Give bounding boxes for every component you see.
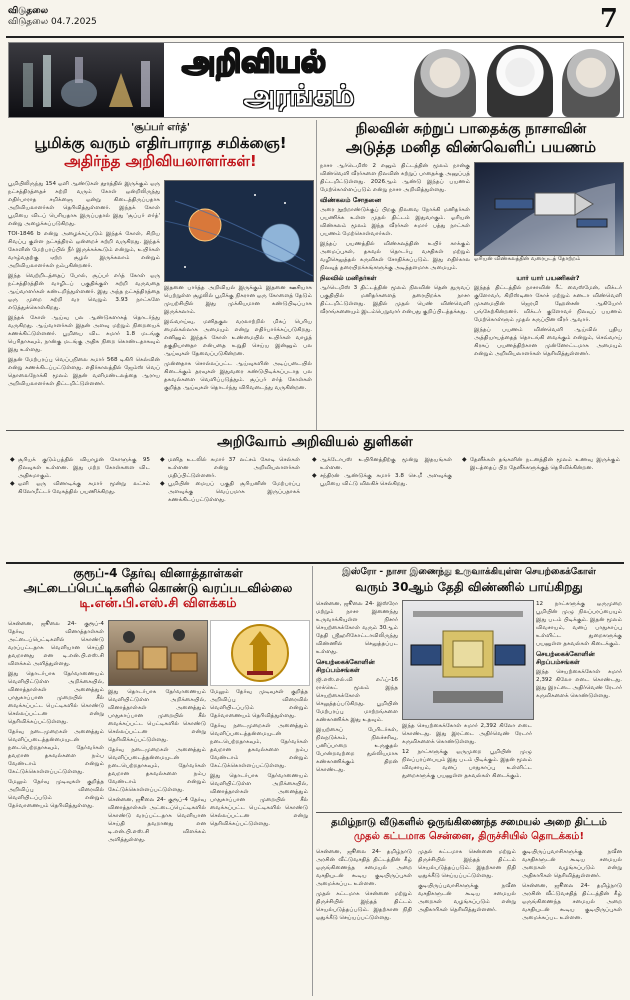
- super-earth-headline-1: பூமிக்கு வரும் எதிர்பாராத சமிக்ஞை!: [34, 134, 287, 152]
- isro-satellite-image: [402, 600, 534, 720]
- super-earth-headline-2: அதிர்ந்த அறிவியலாளர்கள்!: [64, 152, 257, 170]
- banner-title-line1: அறிவியல்: [182, 45, 326, 80]
- nasa-right-subhead: யார் யார் பயணிகள்?: [516, 274, 580, 282]
- science-bits-col-2: [160, 456, 300, 560]
- science-bits-col-3: [312, 456, 452, 560]
- paragraph: சென்னை, ஜூலை 24- குரூப்-4 தேர்வு வினாத்தாள்கள் அட்டைப்பெட்டிகளில் கொண்டு வரப்பட்டதாக வெளியான செய்தி தவறானது என டி.என்.பி.எஸ்.சி விளக்கம் அளித்துள்ளது.: [108, 797, 206, 843]
- housing-headline-2: முதல் கட்டமாக சென்னை, திருச்சியில் தொடக்கம்!: [353, 831, 585, 842]
- tnpsc-headline-2: அட்டைப்பெட்டிகளில் கொண்டு வரப்படவில்லை: [23, 581, 293, 595]
- nasa-image-caption: ஓரியன் விண்கலத்தின் வரைபடத் தோற்றம்: [474, 256, 581, 262]
- tn-govt-emblem: [210, 620, 310, 686]
- nasa-body-right: [474, 272, 622, 426]
- science-bits-title: அறிவோம் அறிவியல் துளிகள்: [217, 434, 413, 450]
- tnpsc-body-middle: [108, 688, 206, 992]
- paragraph: அரை நூற்றாண்டுக்குப் பிறகு நிலவை நோக்கி மனிதர்கள் பயணிக்க உள்ள முதல் திட்டம் இதுவாகும். ஓரியன் விண்கலம் மூலம் இந்த வீரர்கள் சுமார் பத்து நாட்கள் பயணம் மேற்கொள்வார்கள்.: [320, 207, 470, 237]
- housing-headline-1: தமிழ்நாடு வீடுகளில் ஒருங்கிணைந்த சமையல் அறை திட்டம்: [331, 817, 607, 828]
- nasa-subhead: விண்கலம் சோதனை: [320, 196, 382, 204]
- nasa-subhead: நிலவில் மனிதர்கள்: [320, 274, 377, 282]
- paragraph: இது தொடர்பாக தேர்வாணையம் வெளியிட்டுள்ள அறிக்கையில், வினாத்தாள்கள் அனைத்தும் பாதுகாப்பான முறையில் சீல் வைக்கப்பட்ட பெட்டிகளில் கொண்டு செல்லப்பட்டன என்று தெரிவிக்கப்பட்டுள்ளது.: [210, 773, 308, 827]
- portrait-scientist-3: [562, 49, 620, 117]
- paragraph: இயற்கைப் பேரிடர்கள், நிலநடுக்கம், நிலச்சரிவு, பனிப்பாறை உருகுதல் போன்றவற்றை துல்லியமாக கண்காணிக்கும் திறன் கொண்டது.: [316, 727, 398, 773]
- paragraph: 12 நாட்களுக்கு ஒருமுறை பூமியின் முழு நிலப்பரப்பையும் இது படம் பிடிக்கும். இதன் மூலம் விவசாயம், வனப் பாதுகாப்பு உள்ளிட்ட துறைகளுக்கு பயனுள்ள தகவல்கள் கிடைக்கும்.: [402, 749, 532, 779]
- fact-item: ◆ மனித உடலில் சுமார் 37 லட்சம் கோடி செல்கள் உள்ளன என்று அறிவியலாளர்கள் மதிப்பிட்டுள்ளனர்.: [160, 456, 300, 480]
- paragraph: ஆர்டெமிஸ் 3 திட்டத்தின் மூலம் நிலவின் தென் துருவப் பகுதியில் மனிதர்களைத் தரையிறக்க நாசா திட்டமிட்டுள்ளது. இதில் முதல் பெண் விண்வெளி வீராங்கனையும் இடம்பெறுவார் என்பது குறிப்பிடத்தக்கது.: [320, 285, 470, 315]
- section-banner: [8, 42, 624, 118]
- paragraph: இந்தப் பயணத்தில் விண்கலத்தின் உயிர் காக்கும் அமைப்புகள், தகவல் தொடர்பு வசதிகள் மற்றும் வழிசெலுத்தல் கருவிகள் சோதிக்கப்படும். இது எதிர்கால நிலவுத் தரையிறக்கங்களுக்கு அடித்தளமாக அமையும்.: [320, 241, 470, 271]
- banner-title-line2: அரங்கம்: [243, 79, 355, 112]
- article-housing: [316, 816, 622, 844]
- column-divider: [312, 566, 313, 996]
- housing-body-3: [522, 848, 622, 994]
- isro-subhead: செயற்கைக்கோளின் சிறப்பம்சங்கள்: [536, 650, 595, 666]
- paragraph: இதனை பார்த்த அறிவியல் இருக்கும் இதனை ஊசியாக பெற்றுள்ள சூழலில் பூமிக்கு நிகரான ஒரு கோளைத் தேடும் முயற்சியில் இது முக்கியமான கண்டுபிடிப்பாக இருக்கலாம்.: [164, 285, 312, 315]
- column-divider: [316, 120, 317, 430]
- super-earth-body-left: [8, 180, 160, 426]
- nasa-spacecraft-image: [474, 162, 624, 256]
- tnpsc-photo: [108, 620, 208, 686]
- section-rule: [6, 430, 624, 431]
- tnpsc-body-left: [8, 620, 104, 992]
- article-isro: [316, 566, 622, 595]
- housing-body-2: [418, 848, 516, 994]
- paragraph: சென்னை, ஜூலை 24- இஸ்ரோ மற்றும் நாசா இணைந்து உருவாக்கியுள்ள நிசார் செயற்கைக்கோள் வரும் 30ஆம் தேதி ஸ்ரீஹரிகோட்டாவிலிருந்து விண்ணில் செலுத்தப்பட உள்ளது.: [316, 601, 398, 655]
- tnpsc-headline-3: டி.என்.பி.எஸ்.சி விளக்கம்: [79, 596, 237, 611]
- paragraph: இந்த செயற்கைக்கோள் சுமார் 2,392 கிலோ எடை கொண்டது. இது இரட்டை அதிர்வெண் ரேடார் கருவிகளைக் கொண்டுள்ளது.: [402, 723, 532, 745]
- lab-glassware-icon: [9, 43, 164, 117]
- paragraph: இந்தக் கோள் ஆய்வு பல ஆண்டுகளாகத் தொடர்ந்து வருகிறது. ஆய்வாளர்கள் இதன் அளவு மற்றும் நிறையைக் கணக்கிட்டுள்ளனர். பூமியை விட சுமார் 1.8 மடங்கு பெரிதாகவும், நான்கு மடங்கு அதிக நிறை கொண்டதாகவும் இது உள்ளது.: [8, 315, 160, 353]
- super-earth-image: [164, 180, 314, 282]
- paragraph: முதல் கட்டமாக சென்னை மற்றும் திருச்சியில் இந்தத் திட்டம் செயல்படுத்தப்படும். இதற்கான நிதி ஒதுக்கீடு செய்யப்பட்டுள்ளது.: [418, 849, 516, 879]
- isro-headline-1: இஸ்ரோ - நாசா இணைந்து உருவாக்கியுள்ள செயற்கைக்கோள்: [342, 567, 596, 577]
- masthead-date: [8, 6, 97, 28]
- paragraph: மேலும் தேர்வு முடிவுகள் குறித்த அறிவிப்பு விரைவில் வெளியிடப்படும் என்றும் தேர்வாணையம் தெரிவித்துள்ளது.: [8, 779, 104, 809]
- article-super-earth: [8, 122, 313, 170]
- isro-body-left: [316, 600, 398, 808]
- temple-emblem-icon: [211, 621, 309, 685]
- planet-icon: [165, 181, 313, 281]
- tnpsc-headline-1: குரூப்-4 தேர்வு வினாத்தாள்கள்: [73, 566, 243, 580]
- fact-item: ◆ சூரியக் குடும்பத்தில் வியாழன் கோளுக்கு 95 நிலவுகள் உள்ளன. இது மற்ற கோள்களை விட அதிகமாகும்.: [10, 456, 150, 480]
- paragraph: பூமியிலிருந்து 154 ஒளி ஆண்டுகள் தூரத்தில் இருக்கும் ஒரு நட்சத்திரத்தைச் சுற்றி வரும் கோள் ஒன்றிலிருந்து எதிர்பாராத சமிக்ஞை ஒன்று கிடைத்திருப்பதாக அறிவியலாளர்கள் தெரிவித்துள்ளனர். இந்தக் கோள் பூமியை விடப் பெரியதாக இருப்பதால் இது 'சூப்பர் எர்த்' என்று அழைக்கப்படுகிறது.: [8, 181, 160, 227]
- satellite-icon: [403, 601, 533, 719]
- paragraph: சென்னை, ஜூலை 24- தமிழ்நாடு அரசின் வீட்டுவசதித் திட்டத்தின் கீழ் ஒருங்கிணைந்த சமையல் அறை வசதியுடன் கூடிய குடியிருப்புகள் அமைக்கப்பட உள்ளன.: [316, 849, 412, 887]
- paragraph: குடியிருப்புவாசிகளுக்கு நவீன வசதிகளுடன் கூடிய சமையல் அறைகள் வழங்கப்படும் என்று அதிகாரிகள் தெரிவித்துள்ளனர்.: [418, 883, 516, 913]
- paragraph: ஜி.எஸ்.எல்.வி எஃப்-16 ராக்கெட் மூலம் இந்த செயற்கைக்கோள் செலுத்தப்படுகிறது. பூமியின் மேற்பரப்பு மாற்றங்களை கண்காணிக்க இது உதவும்.: [316, 677, 398, 723]
- isro-subhead: செயற்கைக்கோளின் சிறப்பம்சங்கள்: [316, 658, 375, 674]
- nasa-body-left: [320, 162, 470, 426]
- paragraph: இந்த வெற்றிடத்தைப் போல், சூப்பர் எர்த் கோள் ஒரு நட்சத்திரத்தின் வாழிடப் பகுதிக்குள் சுற்றி வருவதை ஆய்வாளர்கள் கண்டறிந்துள்ளனர். இது அந்த நட்சத்திரத்தை ஒரு முறை சுற்றி வர வெறும் 3.93 நாட்களே எடுத்துக்கொள்கிறது.: [8, 273, 160, 311]
- fact-item: ◆ ஒளி ஒரு வினாடிக்கு சுமார் மூன்று லட்சம் கிலோமீட்டர் வேகத்தில் பயணிக்கிறது.: [10, 480, 150, 496]
- fact-item: ◆ தேனீக்கள் தங்களின் நடனத்தின் மூலம் உணவு இருக்கும் இடத்தைப் பிற தேனீக்களுக்குத் தெரிவிக்கின்றன.: [462, 456, 620, 472]
- portrait-scientist-2: [487, 45, 553, 117]
- banner-lab-image: [9, 43, 164, 117]
- masthead-rule: [6, 36, 624, 38]
- paragraph: தேர்வு நடைமுறைகள் அனைத்தும் வெளிப்படைத்தன்மையுடன் நடைபெற்றதாகவும், தேர்வர்கள் தவறான தகவல்களை நம்ப வேண்டாம் என்றும் கேட்டுக்கொள்ளப்பட்டுள்ளது.: [108, 747, 206, 793]
- paragraph: தேர்வு நடைமுறைகள் அனைத்தும் வெளிப்படைத்தன்மையுடன் நடைபெற்றதாகவும், தேர்வர்கள் தவறான தகவல்களை நம்ப வேண்டாம் என்றும் கேட்டுக்கொள்ளப்பட்டுள்ளது.: [210, 723, 308, 769]
- paragraph: இந்த செயற்கைக்கோள் சுமார் 2,392 கிலோ எடை கொண்டது. இது இரட்டை அதிர்வெண் ரேடார் கருவிகளைக் கொண்டுள்ளது.: [536, 669, 622, 699]
- date-line: விடுதலை 04.7.2025: [8, 17, 97, 27]
- science-bits-col-1: [10, 456, 150, 560]
- nasa-headline-1: நிலவின் சுற்றுப் பாதைக்கு நாசாவின்: [355, 121, 587, 137]
- paragraph: இவ்வாய்வு, மனிதகுல வரலாற்றில் மிகப் பெரிய மைல்கல்லாக அமையும் என்று எதிர்பார்க்கப்படுகிறது. எனினும் இந்தக் கோள் உண்மையில் உயிர்கள் வாழத் தகுதியானதா என்பதை உறுதி செய்ய இன்னும் பல ஆய்வுகள் தேவைப்படுகின்றன.: [164, 319, 312, 357]
- paragraph: நாசா ஆர்டெமிஸ் 2 எனும் திட்டத்தின் மூலம் நான்கு விண்வெளி வீரர்களை நிலவின் சுற்றுப் பாதைக்கு அனுப்பத் திட்டமிட்டுள்ளது. 2026ஆம் ஆண்டு இந்தப் பயணம் மேற்கொள்ளப்படும் என்று நாசா அறிவித்துள்ளது.: [320, 163, 470, 193]
- paragraph: இந்தத் திட்டத்தில் நாசாவின் ரீட் வைஸ்மேன், விக்டர் குளோவர், கிறிஸ்டினா கோச் மற்றும் கனடா விண்வெளி முகமையின் ஜெரமி ஹேன்சன் ஆகியோர் பங்கேற்கின்றனர். விக்டர் குளோவர் நிலவுப் பயணம் மேற்கொள்ளும் முதல் கருப்பின வீரர் ஆவார்.: [474, 285, 622, 323]
- paragraph: இதன் மேற்பரப்பு வெப்பநிலை சுமார் 568 டிகிரி கெல்வின் என்று கணக்கிடப்பட்டுள்ளது. எதிர்காலத்தில் ஜேம்ஸ் வெப் தொலைநோக்கி மூலம் இதன் வளிமண்டலத்தை ஆராய அறிவியலாளர்கள் திட்டமிட்டுள்ளனர்.: [8, 357, 160, 387]
- spacecraft-icon: [475, 163, 623, 255]
- paragraph: மேலும் தேர்வு முடிவுகள் குறித்த அறிவிப்பு விரைவில் வெளியிடப்படும் என்றும் தேர்வாணையம் தெரிவித்துள்ளது.: [210, 689, 308, 719]
- nasa-headline-2: அடுத்த மனித விண்வெளிப் பயணம்: [345, 138, 597, 156]
- paragraph: இந்தப் பயணம் விண்வெளி ஆய்வில் புதிய அத்தியாயத்தைத் தொடங்கி வைக்கும் என்றும், செவ்வாய் கிரகப் பயணத்திற்கான முன்னோட்டமாக அமையும் என்றும் அறிவியலாளர்கள் தெரிவித்துள்ளனர்.: [474, 327, 622, 357]
- paper-name: விடுதலை: [8, 6, 49, 16]
- section-rule: [316, 812, 622, 813]
- fact-item: ◆ பூமியின் மையப் பகுதி சூரியனின் மேற்பரப்பு அளவுக்கு வெப்பமாக இருப்பதாகக் கணக்கிடப்பட்டுள்ளது.: [160, 480, 300, 504]
- page-number: 7: [599, 4, 618, 34]
- paragraph: தேர்வு நடைமுறைகள் அனைத்தும் வெளிப்படைத்தன்மையுடன் நடைபெற்றதாகவும், தேர்வர்கள் தவறான தகவல்களை நம்ப வேண்டாம் என்றும் கேட்டுக்கொள்ளப்பட்டுள்ளது.: [8, 729, 104, 775]
- super-earth-body-right: [164, 284, 312, 426]
- isro-headline-2: வரும் 30ஆம் தேதி விண்ணில் பாய்கிறது: [355, 580, 583, 594]
- exam-boxes-icon: [109, 621, 207, 685]
- fact-item: ◆ ஆக்டோபஸ் உயிரினத்திற்கு மூன்று இதயங்கள் உள்ளன.: [312, 456, 452, 472]
- tnpsc-body-right: [210, 688, 308, 992]
- paragraph: 12 நாட்களுக்கு ஒருமுறை பூமியின் முழு நிலப்பரப்பையும் இது படம் பிடிக்கும். இதன் மூலம் விவசாயம், வனப் பாதுகாப்பு உள்ளிட்ட துறைகளுக்கு பயனுள்ள தகவல்கள் கிடைக்கும்.: [536, 601, 622, 647]
- fact-item: ◆ சந்திரன் ஆண்டுக்கு சுமார் 3.8 செ.மீ அளவுக்கு பூமியை விட்டு விலகிச் செல்கிறது.: [312, 472, 452, 488]
- paragraph: முன்னதாக சொல்லப்பட்ட ஆய்வுகளின் அடிப்படையில் கிடைக்கும் தரவுகள் இதுவரை கண்டுபிடிக்கப்படாத பல தகவல்களை வெளிப்படுத்தும். சூப்பர் எர்த் கோள்கள் குறித்த ஆய்வுகள் தொடர்ந்து விரிவடைந்து வருகின்றன.: [164, 361, 312, 391]
- science-bits-col-4: [462, 456, 620, 560]
- paragraph: TOI-1846 b என்று அழைக்கப்படும் இந்தக் கோள், சிறிய சிவப்பு குள்ள நட்சத்திரம் ஒன்றைச் சுற்றி வருகிறது. இந்தக் கோளின் மேற்பரப்பில் நீர் இருக்கக்கூடும் என்றும், உயிர்கள் வாழ்வதற்கு ஏற்ற சூழல் இருக்கலாம் என்றும் அறிவியலாளர்கள் நம்புகின்றனர்.: [8, 231, 160, 269]
- paragraph: இது தொடர்பாக தேர்வாணையம் வெளியிட்டுள்ள அறிக்கையில், வினாத்தாள்கள் அனைத்தும் பாதுகாப்பான முறையில் சீல் வைக்கப்பட்ட பெட்டிகளில் கொண்டு செல்லப்பட்டன என்று தெரிவிக்கப்பட்டுள்ளது.: [8, 671, 104, 725]
- paragraph: சென்னை, ஜூலை 24- தமிழ்நாடு அரசின் வீட்டுவசதித் திட்டத்தின் கீழ் ஒருங்கிணைந்த சமையல் அறை வசதியுடன் கூடிய குடியிருப்புகள் அமைக்கப்பட உள்ளன.: [522, 883, 622, 921]
- paragraph: இது தொடர்பாக தேர்வாணையம் வெளியிட்டுள்ள அறிக்கையில், வினாத்தாள்கள் அனைத்தும் பாதுகாப்பான முறையில் சீல் வைக்கப்பட்ட பெட்டிகளில் கொண்டு செல்லப்பட்டன என்று தெரிவிக்கப்பட்டுள்ளது.: [108, 689, 206, 743]
- isro-body-middle: [402, 722, 532, 808]
- article-tnpsc: [8, 566, 308, 612]
- paragraph: குடியிருப்புவாசிகளுக்கு நவீன வசதிகளுடன் கூடிய சமையல் அறைகள் வழங்கப்படும் என்று அதிகாரிகள் தெரிவித்துள்ளனர்.: [522, 849, 622, 879]
- isro-body-right: [536, 600, 622, 808]
- housing-body-1: [316, 848, 412, 994]
- paragraph: சென்னை, ஜூலை 24- குரூப்-4 தேர்வு வினாத்தாள்கள் அட்டைப்பெட்டிகளில் கொண்டு வரப்பட்டதாக வெளியான செய்தி தவறானது என டி.என்.பி.எஸ்.சி விளக்கம் அளித்துள்ளது.: [8, 621, 104, 667]
- super-earth-kicker: 'சூப்பர் எர்த்': [131, 122, 190, 133]
- section-rule: [6, 562, 624, 564]
- portrait-scientist-1: [414, 49, 476, 117]
- paragraph: முதல் கட்டமாக சென்னை மற்றும் திருச்சியில் இந்தத் திட்டம் செயல்படுத்தப்படும். இதற்கான நிதி ஒதுக்கீடு செய்யப்பட்டுள்ளது.: [316, 891, 412, 921]
- article-nasa: [320, 120, 622, 157]
